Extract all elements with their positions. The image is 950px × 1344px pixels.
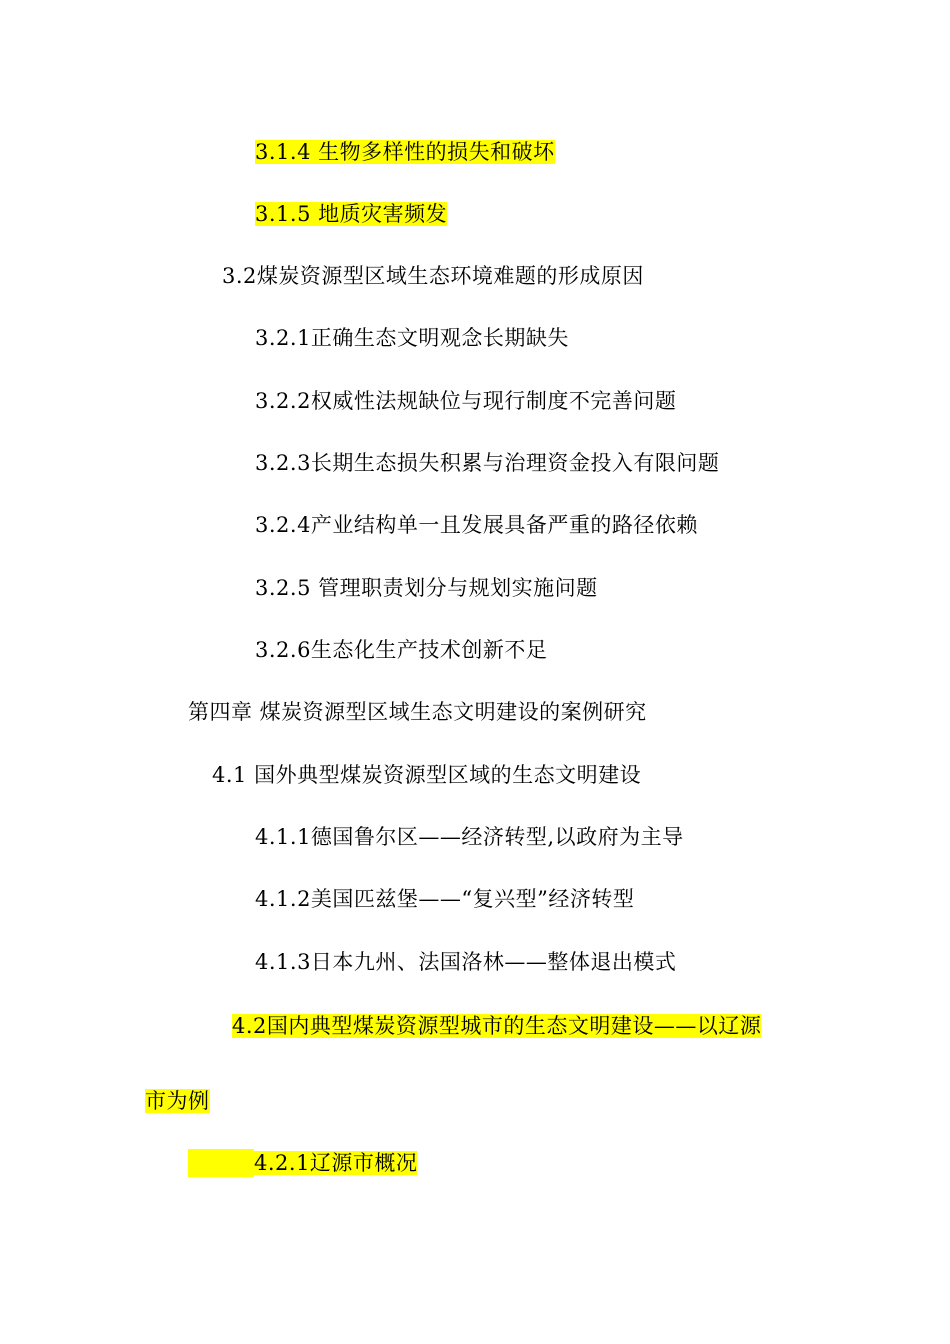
toc-entry-text: 4.1.1德国鲁尔区——经济转型,以政府为主导 xyxy=(255,825,684,849)
toc-entry-text: 3.2.1正确生态文明观念长期缺失 xyxy=(255,326,569,350)
toc-entry-3-2-3 xyxy=(255,449,719,477)
toc-entry-3-2-1 xyxy=(255,324,569,352)
toc-entry-text: 4.1.2美国匹兹堡——“复兴型”经济转型 xyxy=(255,887,635,911)
toc-entry-3-2-6 xyxy=(255,636,547,664)
toc-entry-text: 4.2.1辽源市概况 xyxy=(254,1151,418,1175)
toc-entry-text: 第四章 煤炭资源型区域生态文明建设的案例研究 xyxy=(188,700,647,724)
toc-entry-4-1-1 xyxy=(255,823,684,851)
toc-entry-4-2-1 xyxy=(254,1149,417,1177)
toc-entry-text: 3.2.5 管理职责划分与规划实施问题 xyxy=(255,576,598,600)
toc-chapter-4 xyxy=(188,698,647,726)
highlight-indent xyxy=(188,1149,254,1177)
toc-entry-3-2-2 xyxy=(255,387,676,415)
toc-entry-4-1 xyxy=(212,761,641,789)
toc-entry-text: 4.1 国外典型煤炭资源型区域的生态文明建设 xyxy=(212,763,642,787)
toc-entry-4-1-2 xyxy=(255,885,634,913)
toc-entry-3-2 xyxy=(222,262,644,290)
toc-entry-text: 3.2.2权威性法规缺位与现行制度不完善问题 xyxy=(255,389,677,413)
toc-entry-text: 3.2.4产业结构单一且发展具备严重的路径依赖 xyxy=(255,513,698,537)
toc-entry-text: 3.1.4 生物多样性的损失和破坏 xyxy=(255,140,555,164)
toc-entry-4-1-3 xyxy=(255,948,676,976)
toc-entry-text: 4.2国内典型煤炭资源型城市的生态文明建设——以辽源 xyxy=(232,1014,762,1038)
toc-entry-3-1-5 xyxy=(255,200,447,228)
toc-entry-3-2-4 xyxy=(255,511,698,539)
toc-entry-4-2-continued xyxy=(145,1087,210,1115)
toc-entry-text: 3.2.3长期生态损失积累与治理资金投入有限问题 xyxy=(255,451,720,475)
toc-entry-text: 3.1.5 地质灾害频发 xyxy=(255,202,448,226)
toc-entry-text: 4.1.3日本九州、法国洛林——整体退出模式 xyxy=(255,950,677,974)
toc-entry-text: 市为例 xyxy=(145,1089,210,1113)
toc-entry-3-2-5 xyxy=(255,574,598,602)
toc-entry-4-2 xyxy=(232,1012,761,1040)
toc-entry-text: 3.2煤炭资源型区域生态环境难题的形成原因 xyxy=(222,264,644,288)
toc-entry-text: 3.2.6生态化生产技术创新不足 xyxy=(255,638,548,662)
toc-entry-3-1-4 xyxy=(255,138,555,166)
